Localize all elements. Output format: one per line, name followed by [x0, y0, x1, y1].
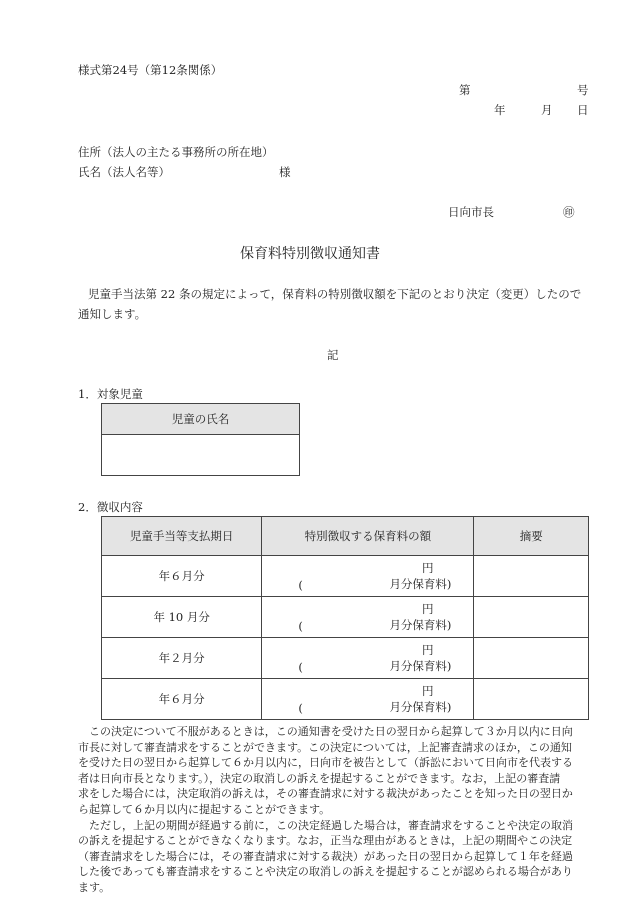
- appeal-notice: [78, 724, 573, 896]
- section1-heading: 1．対象児童: [78, 387, 143, 401]
- row-note: [474, 597, 589, 638]
- child-name-header: 児童の氏名: [102, 404, 300, 435]
- name-label: 氏名（法人名等）: [78, 165, 170, 179]
- address-label: 住所（法人の主たる事務所の所在地）: [78, 145, 274, 159]
- notice-line: ます。: [78, 880, 111, 894]
- intro-line-1: 児童手当法第 22 条の規定によって，保育料の特別徴収額を下記のとおり決定（変更）したので: [88, 287, 582, 301]
- row-period: 年２月分: [102, 638, 262, 679]
- date-month: 月: [541, 103, 553, 117]
- row-amount: [262, 597, 474, 638]
- notice-line: 市長に対して審査請求をすることができます。この決定については，上記審査請求のほか，この通知: [78, 740, 572, 754]
- date-day: 日: [577, 103, 589, 117]
- notice-line: 者は日向市長となります。），決定の取消しの訴えを提起することができます。なお，上記の審査請: [78, 771, 561, 785]
- row-note: [474, 638, 589, 679]
- form-number: 様式第24号（第12条関係）: [78, 63, 223, 77]
- row-period: 年 10 月分: [102, 597, 262, 638]
- row-note: [474, 679, 589, 720]
- doc-number-suffix: 号: [577, 83, 589, 97]
- col-header-note: 摘要: [474, 517, 589, 556]
- open-paren: (: [298, 619, 303, 633]
- yen-unit: 円: [421, 561, 434, 575]
- row-amount: [262, 556, 474, 597]
- row-period: 年６月分: [102, 556, 262, 597]
- table-row: [102, 597, 589, 638]
- child-table: [101, 403, 300, 476]
- table-row: [102, 679, 589, 720]
- collection-table: [101, 516, 589, 720]
- month-fee-label: 月分保育料): [389, 659, 452, 673]
- row-note: [474, 556, 589, 597]
- month-fee-label: 月分保育料): [389, 700, 452, 714]
- notice-line: した後であっても審査請求をすることや決定の取消しの訴えを提起することが認められる場合があり: [78, 865, 573, 879]
- notice-line: 求をした場合には，決定取消の訴えは，その審査請求に対する裁決があったことを知った日の翌日か: [78, 787, 573, 801]
- intro-line-2: 通知します。: [78, 307, 147, 321]
- notice-line: ただし，上記の期間が経過する前に，この決定経過した場合は，審査請求をすることや決定の取消: [78, 818, 573, 832]
- month-fee-label: 月分保育料): [389, 577, 452, 591]
- honorific: 様: [279, 165, 291, 179]
- doc-number-prefix: 第: [459, 83, 471, 97]
- open-paren: (: [298, 660, 303, 674]
- table-row: [102, 556, 589, 597]
- table-row: [102, 638, 589, 679]
- section2-heading: 2．徴収内容: [78, 500, 143, 514]
- month-fee-label: 月分保育料): [389, 618, 452, 632]
- issuer-name: 日向市長: [448, 205, 494, 219]
- child-name-cell: [102, 435, 300, 476]
- notice-line: （審査請求をした場合には，その審査請求に対する裁決）があった日の翌日から起算して１年を経過: [78, 849, 573, 863]
- col-header-payment-date: 児童手当等支払期日: [102, 517, 262, 556]
- date-year: 年: [494, 103, 506, 117]
- yen-unit: 円: [421, 602, 434, 616]
- row-period: 年６月分: [102, 679, 262, 720]
- notice-line: この決定について不服があるときは，この通知書を受けた日の翌日から起算して３か月以内に日向: [78, 725, 573, 738]
- col-header-amount: 特別徴収する保育料の額: [262, 517, 474, 556]
- yen-unit: 円: [421, 684, 434, 698]
- yen-unit: 円: [421, 643, 434, 657]
- seal-mark: ㊞: [563, 205, 575, 219]
- ki-mark: 記: [327, 348, 339, 362]
- notice-line: の訴えを提起することができなくなります。なお，正当な理由があるときは，上記の期間やこの決定: [78, 834, 573, 848]
- open-paren: (: [298, 578, 303, 592]
- row-amount: [262, 679, 474, 720]
- document-title: 保育料特別徴収通知書: [240, 246, 380, 262]
- open-paren: (: [298, 701, 303, 715]
- notice-line: ら起算して６か月以内に提起することができます。: [78, 802, 331, 816]
- notice-line: を受けた日の翌日から起算して６か月以内に，日向市を被告として（訴訟において日向市を代表する: [78, 756, 573, 770]
- row-amount: [262, 638, 474, 679]
